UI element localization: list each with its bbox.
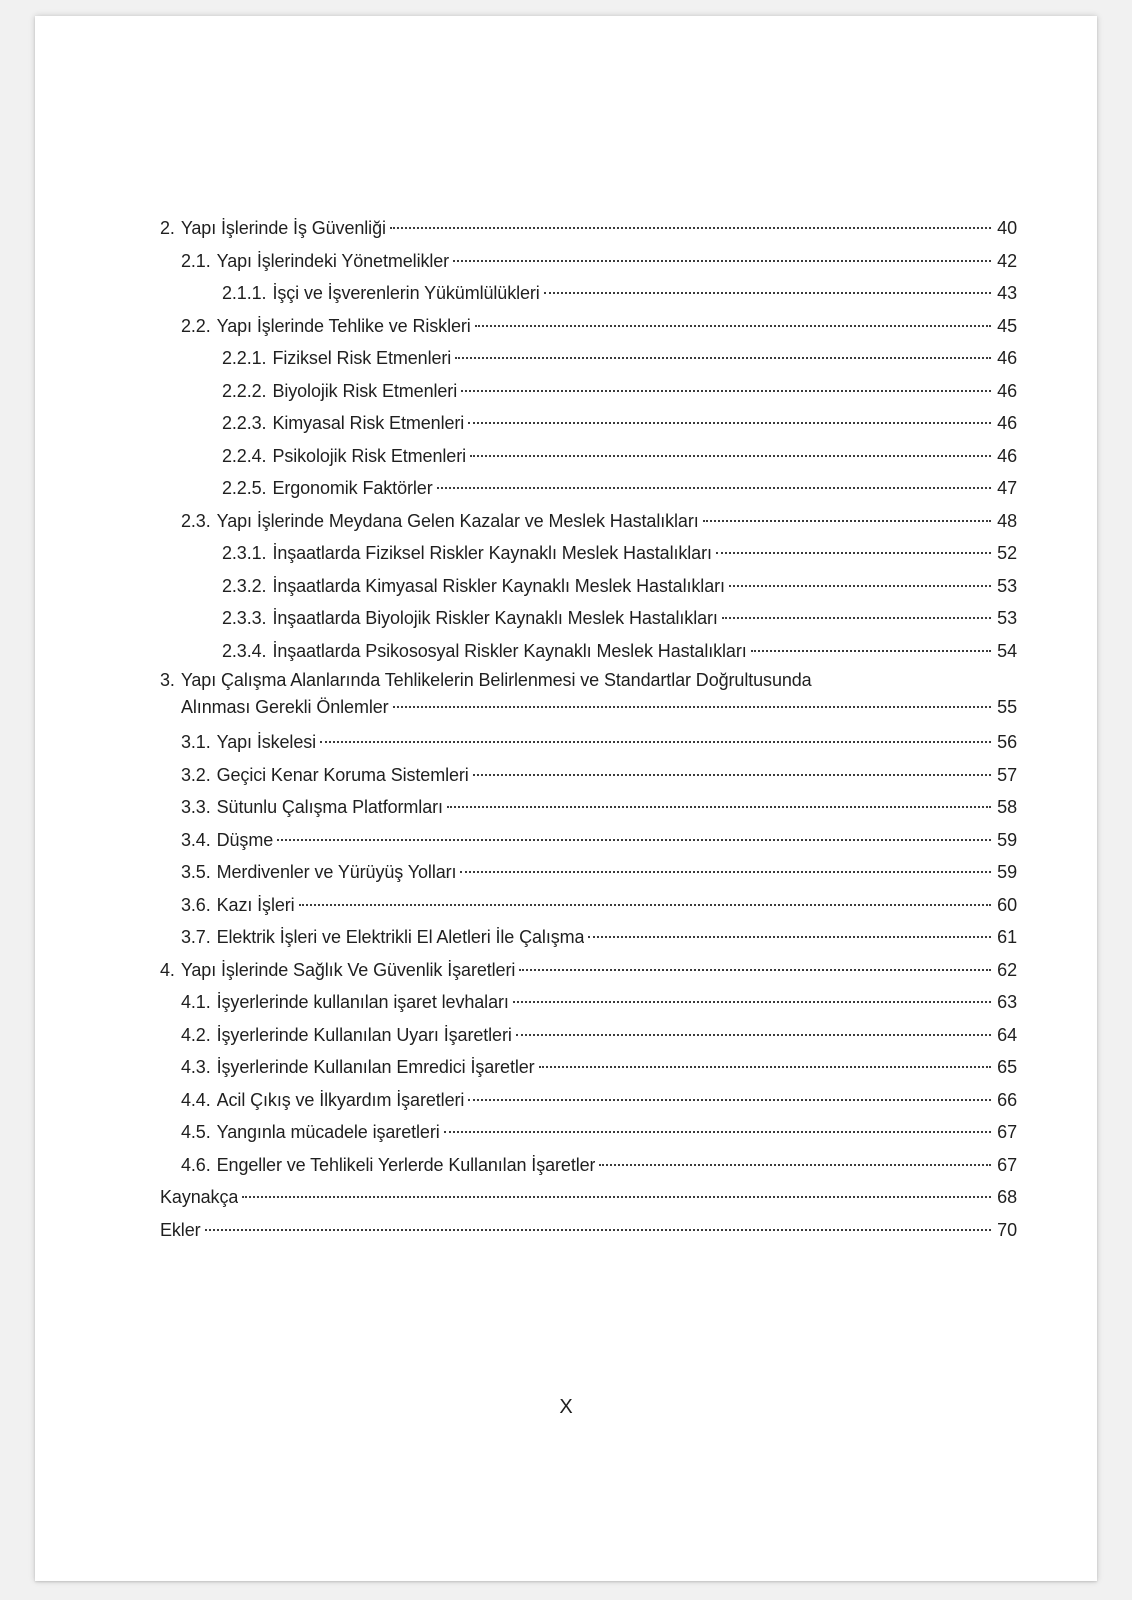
toc-entry-number: 2.3.3.: [222, 608, 267, 628]
toc-entry-title: İnşaatlarda Fiziksel Riskler Kaynaklı Meslek Hastalıkları: [272, 543, 712, 563]
toc-entry-page: 65: [997, 1057, 1017, 1077]
toc-entry[interactable]: [160, 954, 1017, 987]
toc-entry-title: Biyolojik Risk Etmenleri: [272, 380, 458, 401]
toc-entry[interactable]: [160, 375, 1017, 408]
toc-entry-number: 4.1.: [181, 992, 211, 1012]
toc-entry[interactable]: [160, 1116, 1017, 1149]
toc-entry-page: 48: [997, 510, 1017, 531]
toc-entry-page: 40: [997, 218, 1017, 238]
dot-leader: [588, 936, 991, 938]
toc-entry-number: 2.2.5.: [222, 478, 267, 498]
toc-entry-page: 54: [997, 640, 1017, 661]
toc-entry-page: 64: [997, 1024, 1017, 1045]
toc-entry-title: Acil Çıkış ve İlkyardım İşaretleri: [216, 1089, 465, 1110]
toc-entry-title: Sütunlu Çalışma Platformları: [216, 797, 443, 817]
toc-entry-title: Ergonomik Faktörler: [272, 478, 433, 498]
toc-entry-page: 46: [997, 348, 1017, 368]
dot-leader: [468, 422, 991, 424]
toc-entry-number: 3.6.: [181, 894, 211, 915]
toc-entry-number: 4.3.: [181, 1057, 211, 1077]
dot-leader: [751, 650, 991, 652]
toc-entry-number: 2.1.1.: [222, 283, 267, 303]
toc-entry[interactable]: [160, 440, 1017, 473]
toc-entry-number: 2.3.4.: [222, 640, 267, 661]
toc-entry-title: Yapı İşlerinde İş Güvenliği: [180, 218, 386, 238]
toc-entry-number: 2.2.3.: [222, 413, 267, 433]
toc-entry-title: İşyerlerinde Kullanılan Uyarı İşaretleri: [216, 1024, 512, 1045]
toc-entry-number: 3.4.: [181, 829, 211, 850]
toc-entry-page: 63: [997, 992, 1017, 1012]
toc-entry-title: Fiziksel Risk Etmenleri: [272, 348, 452, 368]
toc-entry[interactable]: [160, 824, 1017, 857]
dot-leader: [519, 969, 991, 971]
toc-entry-title: İşyerlerinde kullanılan işaret levhaları: [216, 992, 509, 1012]
dot-leader: [437, 487, 991, 489]
dot-leader: [447, 806, 991, 808]
toc-entry-page: 67: [997, 1154, 1017, 1175]
toc-entry[interactable]: [160, 1181, 1017, 1214]
toc-entry-number: 2.2.4.: [222, 445, 267, 466]
toc-entry-page: 57: [997, 764, 1017, 785]
toc-entry[interactable]: [160, 856, 1017, 889]
dot-leader: [205, 1229, 991, 1231]
toc-entry-title: Kimyasal Risk Etmenleri: [272, 413, 465, 433]
toc-entry-page: 67: [997, 1122, 1017, 1142]
dot-leader: [393, 706, 991, 708]
toc-entry-page: 55: [997, 697, 1017, 717]
toc-entry-title: İnşaatlarda Kimyasal Riskler Kaynaklı Meslek Hastalıkları: [272, 575, 725, 596]
toc-entry[interactable]: [160, 1214, 1017, 1247]
document-page: [35, 16, 1097, 1581]
dot-leader: [242, 1196, 991, 1198]
dot-leader: [513, 1001, 991, 1003]
toc-entry-title: Merdivenler ve Yürüyüş Yolları: [216, 862, 457, 882]
dot-leader: [703, 520, 991, 522]
toc-entry-title: Elektrik İşleri ve Elektrikli El Aletleri İle Çalışma: [216, 927, 585, 947]
toc-entry[interactable]: [160, 1149, 1017, 1182]
toc-entry-title: Geçici Kenar Koruma Sistemleri: [216, 764, 469, 785]
toc-entry-title: Yapı İşlerinde Tehlike ve Riskleri: [216, 315, 471, 336]
dot-leader: [277, 839, 991, 841]
dot-leader: [460, 871, 991, 873]
toc-entry-page: 53: [997, 608, 1017, 628]
dot-leader: [722, 617, 991, 619]
toc-entry-page: 58: [997, 797, 1017, 817]
toc-entry-title: Engeller ve Tehlikeli Yerlerde Kullanılan İşaretler: [216, 1154, 596, 1175]
toc-entry-number: 2.3.: [181, 510, 211, 531]
page-number: X: [559, 1396, 573, 1418]
toc-entry[interactable]: [160, 1051, 1017, 1084]
toc-entry-title: Yapı Çalışma Alanlarında Tehlikelerin Belirlenmesi ve Standartlar Doğrultusunda: [180, 670, 812, 690]
dot-leader: [468, 1099, 991, 1101]
toc-entry[interactable]: [160, 310, 1017, 343]
dot-leader: [516, 1034, 991, 1036]
toc-entry-number: 3.3.: [181, 797, 211, 817]
toc-entry-number: 3.5.: [181, 862, 211, 882]
toc-entry[interactable]: [160, 212, 1017, 245]
toc-entry-title: Yangınla mücadele işaretleri: [216, 1122, 440, 1142]
toc-entry-title: İnşaatlarda Psikososyal Riskler Kaynaklı Meslek Hastalıkları: [272, 640, 747, 661]
toc-entry[interactable]: [160, 791, 1017, 824]
toc-entry-title-continued: Alınması Gerekli Önlemler: [181, 697, 389, 717]
dot-leader: [729, 585, 991, 587]
toc-entry-number: 2.1.: [181, 250, 211, 271]
toc-entry[interactable]: [160, 726, 1017, 759]
toc-entry-number: 2.: [160, 218, 175, 238]
toc-entry-page: 66: [997, 1089, 1017, 1110]
toc-entry-page: 59: [997, 862, 1017, 882]
toc-entry-title: Yapı İşlerinde Sağlık Ve Güvenlik İşaretleri: [180, 959, 516, 980]
dot-leader: [539, 1066, 991, 1068]
toc-entry-number: 4.4.: [181, 1089, 211, 1110]
toc-entry-heading-line: [160, 667, 1017, 694]
dot-leader: [455, 357, 991, 359]
dot-leader: [475, 325, 991, 327]
toc-entry[interactable]: [160, 472, 1017, 505]
toc-entry-number: 4.6.: [181, 1154, 211, 1175]
toc-entry-page: 61: [997, 927, 1017, 947]
toc-entry-page: 60: [997, 894, 1017, 915]
dot-leader: [390, 227, 991, 229]
toc-entry-number: 3.: [160, 670, 175, 690]
dot-leader: [320, 741, 991, 743]
toc-entry-title: Düşme: [216, 829, 274, 850]
toc-entry[interactable]: [160, 986, 1017, 1019]
toc-entry[interactable]: [160, 277, 1017, 310]
toc-entry-title: Yapı İskelesi: [216, 732, 317, 752]
toc-entry-title: Yapı İşlerindeki Yönetmelikler: [216, 250, 450, 271]
toc-entry-number: 3.1.: [181, 732, 211, 752]
toc-entry-number: 4.5.: [181, 1122, 211, 1142]
toc-entry[interactable]: [160, 694, 1017, 726]
toc-entry-title: İşyerlerinde Kullanılan Emredici İşaretler: [216, 1057, 535, 1077]
toc-entry-title: Psikolojik Risk Etmenleri: [272, 445, 466, 466]
toc-entry[interactable]: [160, 1084, 1017, 1117]
toc-entry[interactable]: [160, 759, 1017, 792]
dot-leader: [444, 1131, 991, 1133]
toc-entry-page: 53: [997, 575, 1017, 596]
dot-leader: [473, 774, 991, 776]
toc-entry[interactable]: [160, 1019, 1017, 1052]
toc-entry-page: 56: [997, 732, 1017, 752]
toc-entry-page: 46: [997, 413, 1017, 433]
toc-entry-number: 2.2.1.: [222, 348, 267, 368]
dot-leader: [453, 260, 991, 262]
table-of-contents: [160, 212, 1017, 1246]
toc-entry-number: 2.2.2.: [222, 380, 267, 401]
toc-entry-page: 43: [997, 283, 1017, 303]
toc-entry-number: 4.: [160, 959, 175, 980]
toc-entry[interactable]: [160, 505, 1017, 538]
toc-entry-number: 2.3.2.: [222, 575, 267, 596]
toc-entry-page: 47: [997, 478, 1017, 498]
toc-entry[interactable]: [160, 537, 1017, 570]
toc-entry-number: 3.2.: [181, 764, 211, 785]
toc-entry-title: İnşaatlarda Biyolojik Riskler Kaynaklı Meslek Hastalıkları: [272, 608, 718, 628]
toc-entry-title: İşçi ve İşverenlerin Yükümlülükleri: [272, 283, 540, 303]
toc-entry-title: Ekler: [160, 1219, 201, 1240]
toc-entry-number: 3.7.: [181, 927, 211, 947]
toc-entry-page: 62: [997, 959, 1017, 980]
toc-entry[interactable]: [160, 342, 1017, 375]
toc-entry[interactable]: [160, 245, 1017, 278]
toc-entry-page: 70: [997, 1219, 1017, 1240]
toc-entry-page: 46: [997, 380, 1017, 401]
toc-entry[interactable]: [160, 570, 1017, 603]
toc-entry-number: 2.2.: [181, 315, 211, 336]
toc-entry-number: 2.3.1.: [222, 543, 267, 563]
dot-leader: [599, 1164, 991, 1166]
toc-entry[interactable]: [160, 921, 1017, 954]
toc-entry-title: Kazı İşleri: [216, 894, 295, 915]
dot-leader: [544, 292, 991, 294]
toc-entry-title: Kaynakça: [160, 1187, 239, 1207]
toc-entry-page: 42: [997, 250, 1017, 271]
toc-entry-page: 68: [997, 1187, 1017, 1207]
toc-entry-page: 59: [997, 829, 1017, 850]
toc-entry[interactable]: [160, 407, 1017, 440]
toc-entry-page: 45: [997, 315, 1017, 336]
toc-entry[interactable]: [160, 602, 1017, 635]
toc-entry-page: 46: [997, 445, 1017, 466]
toc-entry-title: Yapı İşlerinde Meydana Gelen Kazalar ve Meslek Hastalıkları: [216, 510, 699, 531]
dot-leader: [470, 455, 991, 457]
dot-leader: [716, 552, 991, 554]
toc-entry[interactable]: [160, 889, 1017, 922]
toc-entry[interactable]: [160, 635, 1017, 668]
toc-entry-page: 52: [997, 543, 1017, 563]
dot-leader: [299, 904, 991, 906]
toc-entry-number: 4.2.: [181, 1024, 211, 1045]
dot-leader: [461, 390, 991, 392]
